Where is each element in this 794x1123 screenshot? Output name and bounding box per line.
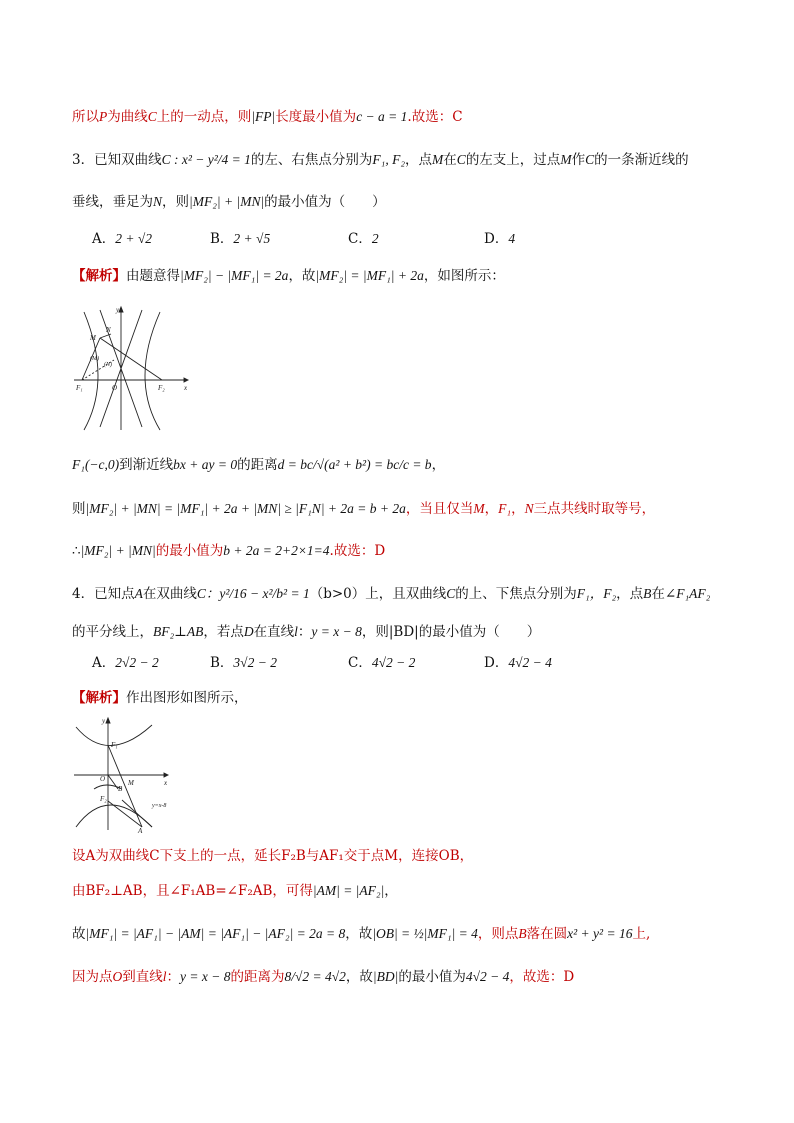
fig3-m-label: M [90, 334, 96, 342]
q3-option-b: B．2 + √5 [210, 231, 271, 247]
q3-option-c: C．2 [348, 231, 379, 247]
q3-hyperbola-figure [72, 302, 192, 432]
fig4-m-label: M [128, 779, 134, 787]
fig3-mp-label: (M) [90, 356, 99, 362]
q4-hyperbola-figure [72, 715, 192, 833]
fig3-np-label: (N) [104, 362, 112, 368]
fig4-y-label: y [102, 717, 106, 725]
q3-distance-line: F₁(−c,0)到渐近线bx + ay = 0的距离d = bc/√(a² + b²) = bc/c = b， [72, 457, 446, 473]
q3-inequality-line: 则|MF₂| + |MN| = |MF₁| + 2a + |MN| ≥ |F₁N| + 2a = b + 2a，当且仅当M，F₁，N三点共线时取等号， [72, 501, 656, 517]
q4-option-d: D．4√2 − 4 [484, 655, 552, 671]
q3-option-d: D．4 [484, 231, 516, 247]
fig4-f1-label: F₁ [111, 741, 118, 749]
q3-option-a: A．2 + √2 [92, 231, 153, 247]
fig4-a-label: A [138, 827, 143, 833]
x-axis-arrow [164, 773, 168, 777]
fig3-f1-label: F₁ [76, 384, 83, 392]
y-axis-arrow [119, 307, 123, 312]
q3-solution-intro: 【解析】由题意得|MF₂| − |MF₁| = 2a，故|MF₂| = |MF₁| + 2a，如图所示： [72, 268, 505, 284]
fig4-b-label: B [118, 785, 123, 793]
fig4-x-label: x [164, 779, 168, 787]
q4-option-a: A．2√2 − 2 [92, 655, 159, 671]
right-branch [145, 312, 160, 430]
q4-stem-line2: 的平分线上，BF₂⊥AB，若点D在直线l：y = x − 8，则|BD|的最小值为（ ） [72, 624, 541, 640]
q3-conclusion-line: ∴|MF₂| + |MN|的最小值为b + 2a = 2+2×1=4.故选：D [72, 543, 386, 559]
fig3-n-label: N [106, 326, 111, 334]
prev-answer-line: 所以P为曲线C上的一动点，则|FP|长度最小值为c − a = 1.故选：C [72, 109, 463, 125]
fig3-o-label: O [112, 384, 118, 392]
fig4-line-label: y=x-8 [152, 803, 167, 809]
fig4-o-label: O [100, 775, 106, 783]
q4-solution-line3: 故|MF₁| = |AF₁| − |AM| = |AF₁| − |AF₂| = 2a = 8，故|OB| = ½|MF₁| = 4，则点B落在圆x² + y² = 16上, [72, 926, 651, 942]
q3-stem-line1: 3．已知双曲线C : x² − y²/4 = 1的左、右焦点分别为F₁, F₂，点M在C的左支上，过点M作C的一条渐近线的 [72, 152, 689, 168]
fig3-f2-label: F₂ [158, 384, 165, 392]
q4-stem-line1: 4．已知点A在双曲线C：y²/16 − x²/b² = 1（b>0）上，且双曲线C的上、下焦点分别为F₁，F₂，点B在∠F₁AF₂ [72, 586, 711, 602]
q3-stem-line2: 垂线，垂足为N，则|MF₂| + |MN|的最小值为（ ） [72, 194, 386, 210]
y-axis-arrow [106, 718, 110, 723]
fig3-y-label: y [116, 306, 120, 314]
q4-solution-line1: 设A为双曲线C下支上的一点，延长F₂B与AF₁交于点M，连接OB， [72, 848, 474, 864]
x-axis-arrow [184, 378, 188, 382]
q4-solution-line2: 由BF₂⊥AB，且∠F₁AB=∠F₂AB，可得|AM| = |AF₂|， [72, 883, 398, 899]
q4-solution-intro: 【解析】作出图形如图所示， [72, 690, 248, 706]
q4-solution-line4: 因为点O到直线l：y = x − 8的距离为8/√2 = 4√2，故|BD|的最小值为4√2 − 4，故选：D [72, 969, 575, 985]
q4-option-c: C．4√2 − 2 [348, 655, 416, 671]
q4-option-b: B．3√2 − 2 [210, 655, 277, 671]
fig3-x-label: x [184, 384, 188, 392]
segment-m-f2 [100, 338, 162, 380]
fig4-f2-label: F₂ [100, 795, 107, 803]
